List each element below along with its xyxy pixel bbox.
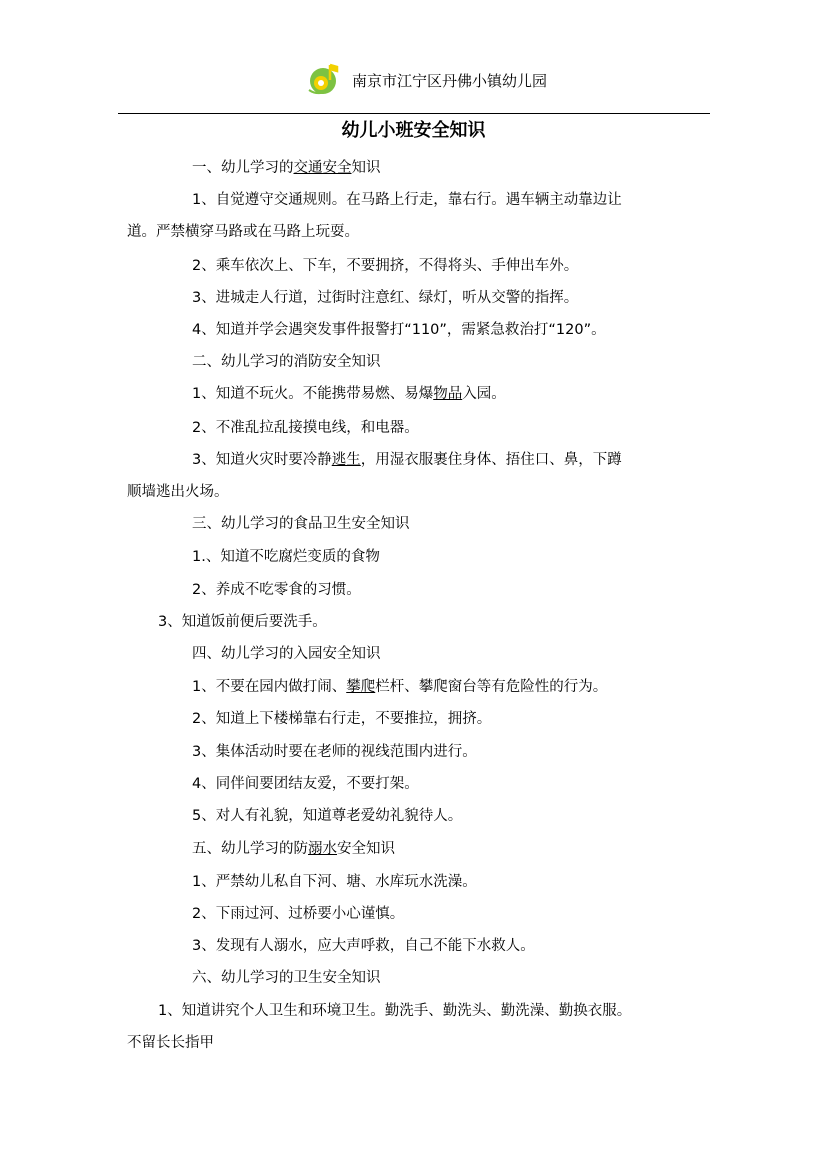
paragraph-line: 1、自觉遵守交通规则。在马路上行走，靠右行。遇车辆主动靠边让	[192, 192, 622, 208]
section-heading-traffic: 一、幼儿学习的交通安全知识	[192, 160, 381, 176]
paragraph-line: 3、进城走人行道，过街时注意红、绿灯，听从交警的指挥。	[192, 290, 579, 306]
underlined-term: 溺水	[308, 841, 337, 857]
paragraph-line: 1、不要在园内做打闹、攀爬栏杆、攀爬窗台等有危险性的行为。	[192, 679, 608, 695]
paragraph-line: 2、不准乱拉乱接摸电线，和电器。	[192, 420, 419, 436]
underlined-term: 逃生	[331, 452, 361, 468]
paragraph-line: 2、下雨过河、过桥要小心谨慎。	[192, 906, 405, 922]
paragraph-line: 不留长长指甲	[127, 1035, 214, 1051]
section-heading-drowning: 五、幼儿学习的防溺水安全知识	[192, 841, 395, 857]
paragraph-line: 3、发现有人溺水，应大声呼救，自己不能下水救人。	[192, 938, 535, 954]
school-logo-icon	[306, 62, 342, 96]
header-divider	[118, 113, 710, 114]
paragraph-line: 3、知道火灾时要冷静逃生，用湿衣服裹住身体、捂住口、鼻，下蹲	[192, 452, 622, 468]
paragraph-line: 顺墙逃出火场。	[127, 484, 229, 500]
underlined-term: 交通安全	[293, 160, 352, 176]
paragraph-line: 1、严禁幼儿私自下河、塘、水库玩水洗澡。	[192, 874, 477, 890]
school-name: 南京市江宁区丹佛小镇幼儿园	[352, 72, 548, 90]
page-header	[0, 62, 827, 98]
underlined-term: 物品	[433, 386, 463, 402]
section-heading-kindergarten: 四、幼儿学习的入园安全知识	[192, 646, 381, 662]
paragraph-line: 道。严禁横穿马路或在马路上玩耍。	[127, 224, 359, 240]
paragraph-line: 2、养成不吃零食的习惯。	[192, 582, 361, 598]
section-heading-hygiene: 六、幼儿学习的卫生安全知识	[192, 970, 381, 986]
section-heading-food: 三、幼儿学习的食品卫生安全知识	[192, 516, 410, 532]
paragraph-line: 1.、知道不吃腐烂变质的食物	[192, 549, 380, 565]
paragraph-line: 4、同伴间要团结友爱，不要打架。	[192, 776, 419, 792]
paragraph-line: 2、乘车依次上、下车，不要拥挤，不得将头、手伸出车外。	[192, 258, 579, 274]
paragraph-line: 1、知道讲究个人卫生和环境卫生。勤洗手、勤洗头、勤洗澡、勤换衣服。	[158, 1003, 632, 1019]
underlined-term: 攀爬	[346, 679, 376, 695]
paragraph-line: 2、知道上下楼梯靠右行走，不要推拉，拥挤。	[192, 711, 492, 727]
paragraph-line: 5、对人有礼貌，知道尊老爱幼礼貌待人。	[192, 808, 463, 824]
paragraph-line: 1、知道不玩火。不能携带易燃、易爆物品入园。	[192, 386, 506, 402]
paragraph-line: 3、集体活动时要在老师的视线范围内进行。	[192, 744, 477, 760]
section-heading-fire: 二、幼儿学习的消防安全知识	[192, 354, 381, 370]
paragraph-line: 3、知道饭前便后要洗手。	[158, 614, 327, 630]
paragraph-line: 4、知道并学会遇突发事件报警打“110”，需紧急救治打“120”。	[192, 322, 606, 338]
page-title: 幼儿小班安全知识	[341, 120, 486, 141]
